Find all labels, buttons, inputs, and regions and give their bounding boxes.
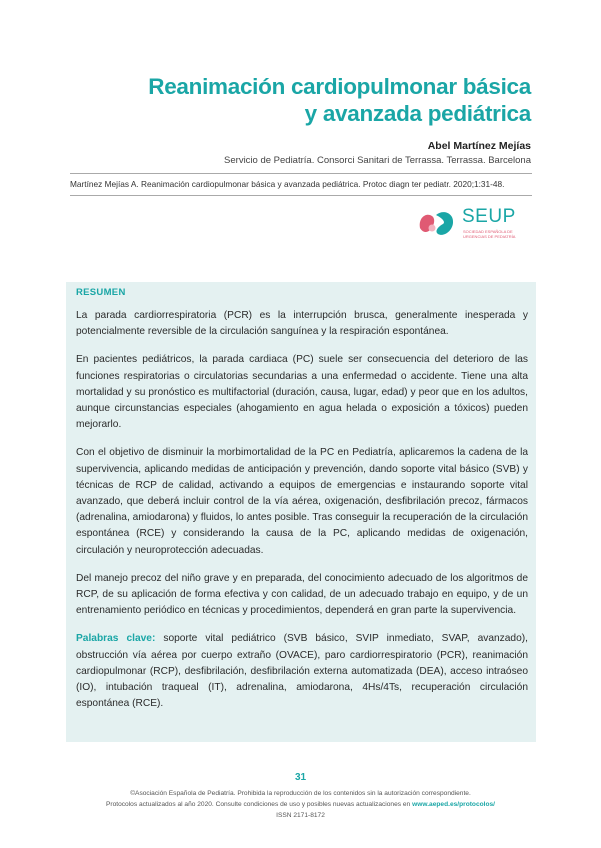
footer-link[interactable]: www.aeped.es/protocolos/ (412, 801, 496, 808)
citation: Martínez Mejías A. Reanimación cardiopulmonar básica y avanzada pediátrica. Protoc diagn ter pediatr. 2020;1:31-48. (70, 179, 505, 189)
abstract-paragraph-2: En pacientes pediátricos, la parada cardiaca (PC) suele ser consecuencia del deterioro de las funciones respiratorias o circulatorias secundarias a una enfermedad o accidente. Tiene una alta mortalidad y su pronóstico es multifactorial (duración, causa, lugar, edad) y peor que en los adultos, aunque circunstancias especiales (ahogamiento en agua helada o exposición a tóxicos) pueden mejorarlo. (76, 354, 528, 431)
divider-top (70, 173, 532, 174)
footer-updates (0, 801, 601, 808)
divider-bottom (70, 195, 532, 196)
logo-text: SEUP (462, 206, 516, 227)
article-title (71, 73, 531, 127)
author-name: Abel Martínez Mejías (427, 140, 531, 152)
abstract-paragraph-4: Del manejo precoz del niño grave y en preparada, del conocimiento adecuado de los algoritmos de RCP, de su aplicación de forma efectiva y con calidad, de un adecuado trabajo en equipo, y de un entrenamiento periódico en técnicas y procedimientos, dependerá en gran parte la supervivencia. (76, 572, 528, 617)
footer-updates-text: Protocolos actualizados al año 2020. Consulte condiciones de uso y posibles nuevas actualizaciones en (105, 801, 411, 808)
title-line-1: Reanimación cardiopulmonar básica (148, 74, 531, 99)
abstract-box (66, 282, 536, 742)
abstract-paragraph-1: La parada cardiorrespiratoria (PCR) es la interrupción brusca, generalmente inesperada y potencialmente reversible de la circulación sanguínea y la respiración espontánea. (76, 310, 528, 338)
footer-issn: ISSN 2171-8172 (276, 812, 325, 819)
abstract-paragraph-3: Con el objetivo de disminuir la morbimortalidad de la PC en Pediatría, aplicaremos la cadena de la supervivencia, aplicando medidas de anticipación y prevención, dando soporte vital básico (SVB) y técnicas de RCP de calidad, activando a equipos de emergencias e instaurando soporte vital avanzado, que deberá incluir control de la vía aérea, oxigenación, desfibrilación precoz, fármacos (adrenalina, amiodarona) y fluidos, lo antes posible. Tras conseguir la recuperación de la circulación espontánea (RCE) y considerando la causa de la PC, aplicando medidas de oxigenación, circulación y neuroprotección adecuadas. (76, 447, 528, 556)
keywords-label: Palabras clave: (76, 633, 156, 645)
title-line-2: y avanzada pediátrica (304, 101, 531, 126)
seup-logo (416, 206, 536, 246)
keywords (76, 631, 528, 712)
logo-subtitle: SOCIEDAD ESPAÑOLA DE URGENCIAS DE PEDIATRÍA (463, 229, 516, 239)
author-affiliation: Servicio de Pediatría. Consorci Sanitari de Terrassa. Terrassa. Barcelona (224, 155, 531, 166)
seup-logo-icon (416, 206, 460, 242)
footer-copyright: ©Asociación Española de Pediatría. Prohibida la reproducción de los contenidos sin la autorización correspondiente. (130, 790, 471, 797)
keywords-text: soporte vital pediátrico (SVB básico, SVIP inmediato, SVAP, avanzado), obstrucción vía aérea por cuerpo extraño (OVACE), paro cardiorrespiratorio (PCR), reanimación cardiopulmonar (RCP), desfibrilación, desfibrilación externa automatizada (DEA), acceso intraóseo (IO), intubación traqueal (IT), adrenalina, amiodarona, 4Hs/4Ts, recuperación circulación espontánea (RCE). (76, 633, 528, 710)
abstract-content (76, 287, 528, 724)
abstract-heading: RESUMEN (76, 287, 126, 298)
page-number: 31 (294, 772, 307, 783)
